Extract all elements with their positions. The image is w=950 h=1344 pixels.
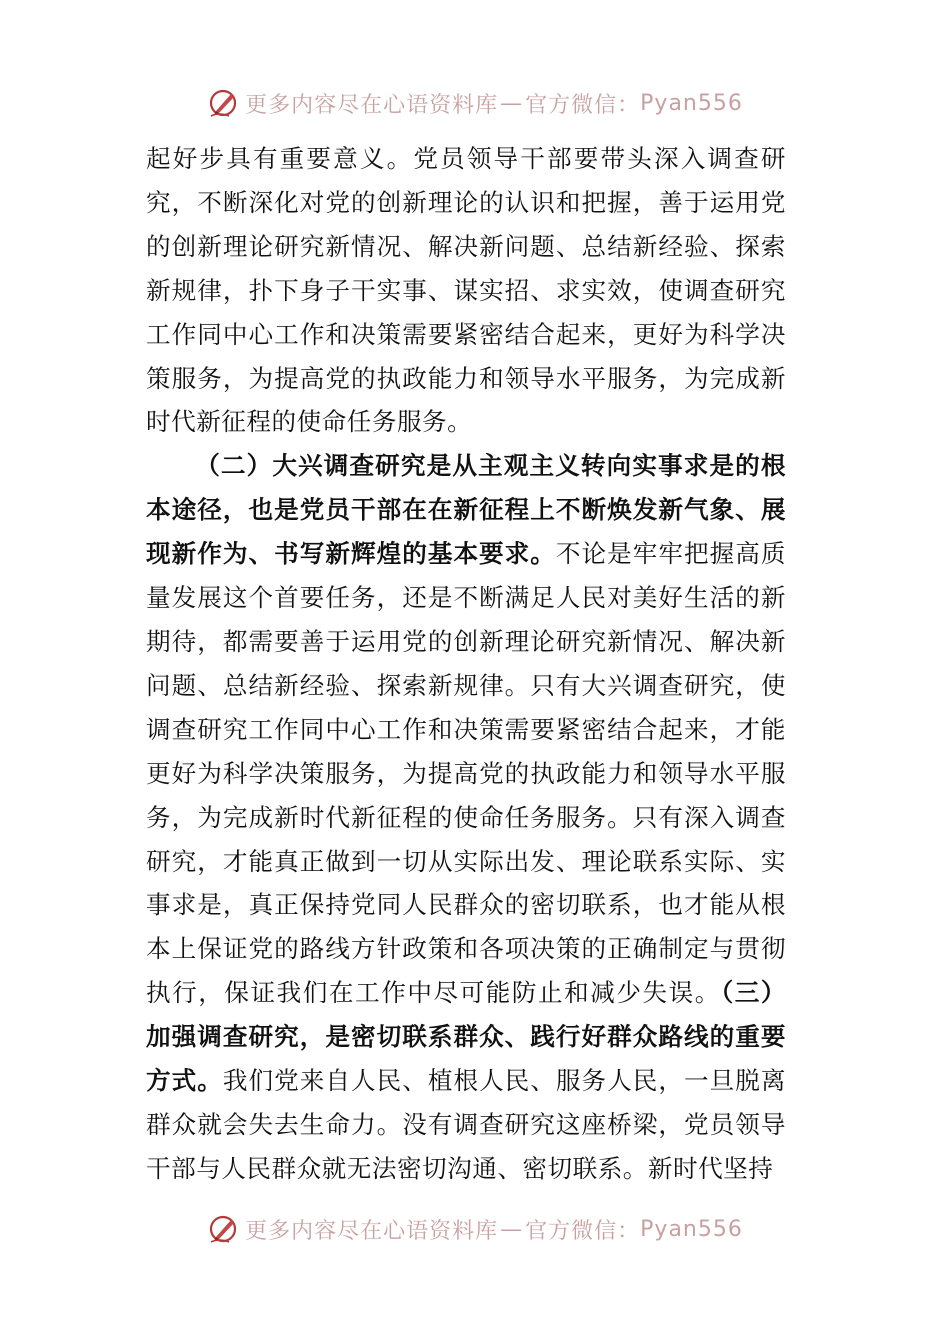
pen-circle-logo-icon: [207, 1212, 241, 1246]
footer-banner-dash: —: [500, 1216, 524, 1242]
paragraph-2-heading: （二）大兴调查研究是从主观主义转向实事求是的根本途径，也是党员干部在在新征程上不断焕发新气象、展现新作为、书写新辉煌的基本要求。: [146, 451, 786, 569]
header-banner-dash: —: [500, 90, 524, 116]
footer-banner-handle: Pyan556: [640, 1216, 743, 1242]
paragraph-2: [146, 444, 786, 1190]
header-banner-handle: Pyan556: [640, 90, 743, 116]
document-body: [146, 137, 786, 1191]
paragraph-1: 起好步具有重要意义。党员领导干部要带头深入调查研究，不断深化对党的创新理论的认识和把握，善于运用党的创新理论研究新情况、解决新问题、总结新经验、探索新规律，扑下身子干实事、谋实招、求实效，使调查研究工作同中心工作和决策需要紧密结合起来，更好为科学决策服务，为提高党的执政能力和领导水平服务，为完成新时代新征程的使命任务服务。: [146, 144, 786, 437]
paragraph-3-text: 我们党来自人民、植根人民、服务人民，一旦脱离群众就会失去生命力。没有调查研究这座桥梁，党员领导干部与人民群众就无法密切沟通、密切联系。新时代坚持: [146, 1066, 786, 1183]
footer-banner-text: 更多内容尽在心语资料库: [245, 1218, 499, 1244]
pen-circle-logo-icon: [207, 86, 241, 120]
header-banner-official: 官方微信：: [525, 92, 641, 118]
header-banner-text: 更多内容尽在心语资料库: [245, 92, 499, 118]
header-banner: [0, 85, 950, 121]
paragraph-3-heading: （三）加强调查研究，是密切联系群众、践行好群众路线的重要方式。: [146, 978, 786, 1096]
footer-banner-official: 官方微信：: [525, 1218, 641, 1244]
paragraph-2-text: 不论是牢牢把握高质量发展这个首要任务，还是不断满足人民对美好生活的新期待，都需要善于运用党的创新理论研究新情况、解决新问题、总结新经验、探索新规律。只有大兴调查研究，使调查研究工作同中心工作和决策需要紧密结合起来，才能更好为科学决策服务，为提高党的执政能力和领导水平服务，为完成新时代新征程的使命任务服务。只有深入调查研究，才能真正做到一切从实际出发、理论联系实际、实事求是，真正保持党同人民群众的密切联系，也才能从根本上保证党的路线方针政策和各项决策的正确制定与贯彻执行，保证我们在工作中尽可能防止和减少失误。: [146, 539, 786, 1008]
footer-banner: [0, 1211, 950, 1247]
